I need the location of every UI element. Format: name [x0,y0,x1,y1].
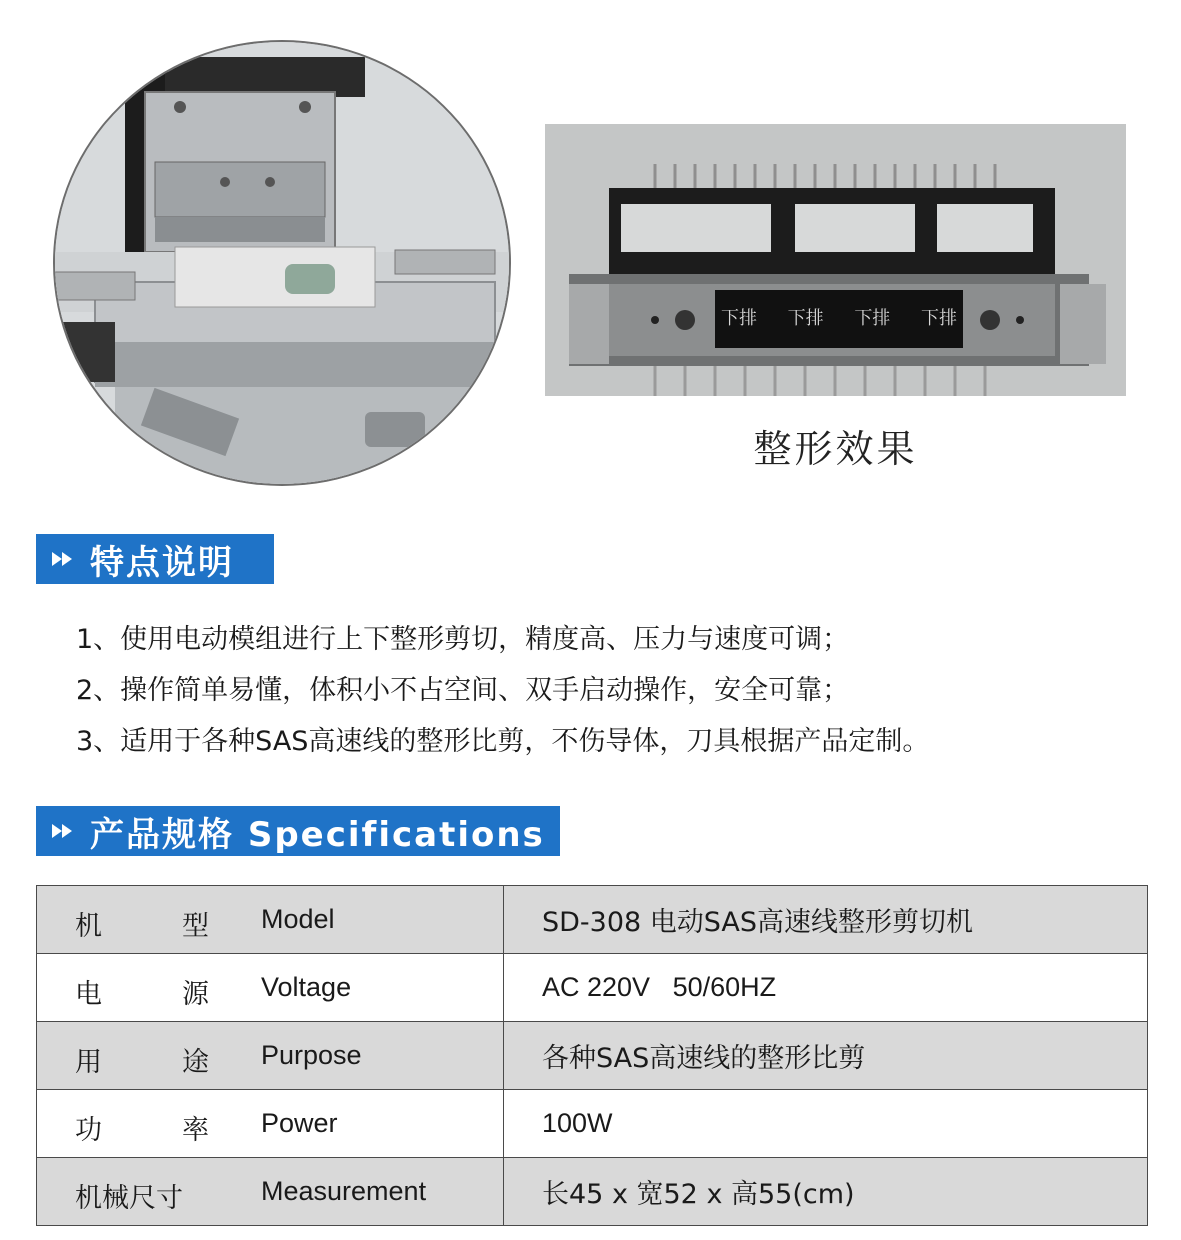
table-row [37,1022,1148,1090]
features-title: 特点说明 [90,542,234,583]
table-row [37,1090,1148,1158]
product-mark: 下排 [787,308,824,329]
spec-label-zh [75,1040,209,1079]
spec-value-measurement: 长45 x 宽52 x 高55(cm) [504,1158,1148,1226]
feature-item: 1、使用电动模组进行上下整形剪切，精度高、压力与速度可调； [76,624,850,655]
spec-value-power: 100W [504,1090,1148,1158]
spec-label-en: Power [261,1108,338,1138]
spec-table [36,885,1148,1226]
spec-label-char: 机 [75,911,102,942]
table-row [37,954,1148,1022]
product-marks [721,304,957,330]
specs-title: 产品规格 Specifications [90,814,545,855]
spec-label-char: 源 [182,979,209,1010]
spec-label-en: Voltage [261,972,352,1002]
features-list [76,620,929,773]
spec-label-cell [37,954,504,1022]
spec-value-voltage: AC 220V 50/60HZ [504,954,1148,1022]
double-arrow-icon [52,552,72,566]
spec-label-char: 电 [75,979,102,1010]
product-photo [545,124,1126,396]
spec-label-char: 功 [75,1115,102,1146]
machine-illustration [55,42,511,486]
connector-illustration [545,124,1126,396]
spec-label-zh [75,972,209,1011]
spec-label-cell [37,1158,504,1226]
spec-label-zh: 机械尺寸 [75,1183,183,1214]
features-header [36,534,274,584]
spec-value-purpose: 各种SAS高速线的整形比剪 [504,1022,1148,1090]
feature-item: 3、适用于各种SAS高速线的整形比剪，不伤导体，刀具根据产品定制。 [76,726,930,757]
machine-photo [53,40,511,486]
table-row [37,1158,1148,1226]
spec-label-char: 用 [75,1047,102,1078]
spec-label-en: Purpose [261,1040,362,1070]
table-row [37,886,1148,954]
spec-label-en: Model [261,904,335,934]
specs-header [36,806,560,856]
spec-label-char: 途 [182,1047,209,1078]
spec-label-cell [37,1090,504,1158]
spec-label-cell [37,1022,504,1090]
spec-label-char: 率 [182,1115,209,1146]
spec-label-char: 型 [182,911,209,942]
product-mark: 下排 [854,308,891,329]
spec-label-en: Measurement [261,1176,427,1206]
feature-item: 2、操作简单易懂，体积小不占空间、双手启动操作，安全可靠； [76,675,850,706]
spec-label-cell [37,886,504,954]
spec-value-model: SD-308 电动SAS高速线整形剪切机 [504,886,1148,954]
product-mark: 下排 [721,308,757,329]
photo-caption: 整形效果 [753,427,918,471]
spec-label-zh [75,1108,209,1147]
product-mark: 下排 [920,308,957,329]
double-arrow-icon [52,824,72,838]
spec-label-zh [75,904,209,943]
